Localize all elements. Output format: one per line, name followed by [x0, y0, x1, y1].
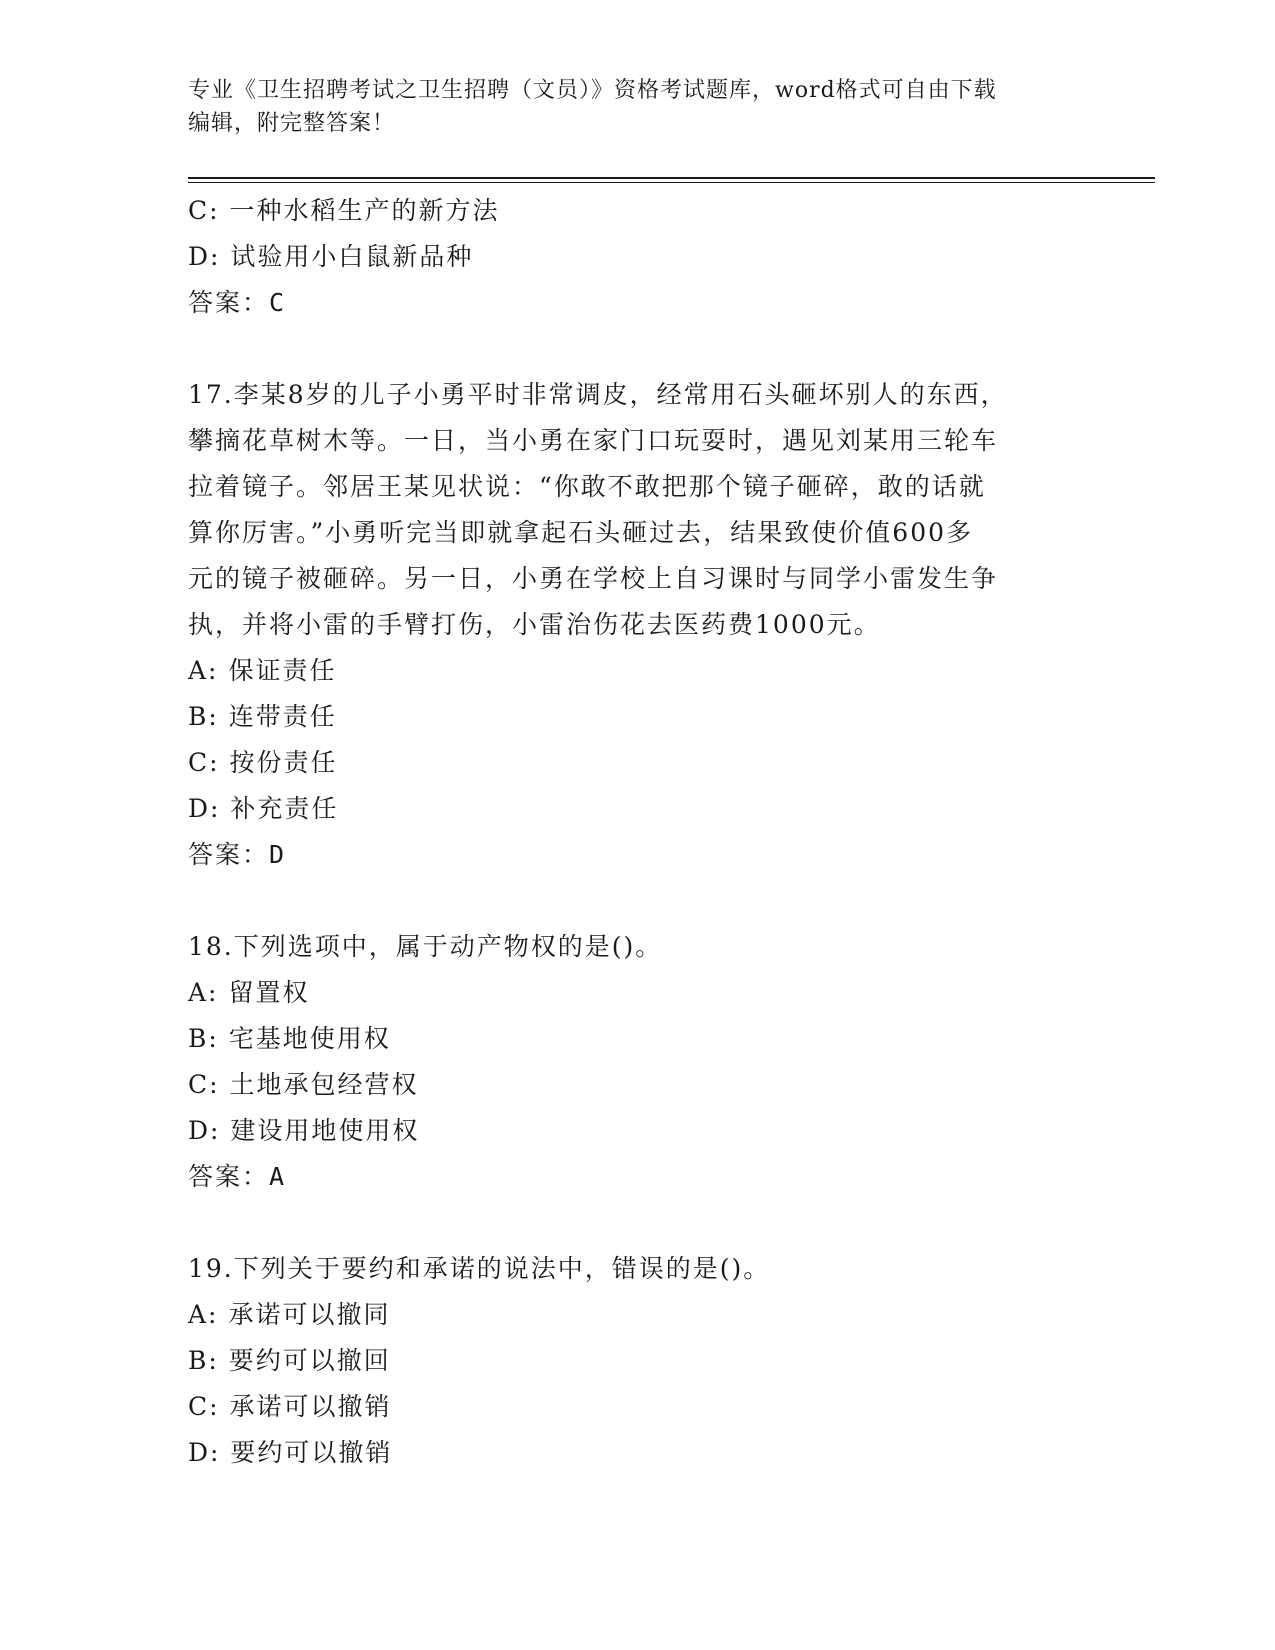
option-key: A:	[188, 656, 219, 685]
stem-line: 元的镜子被砸碎。另一日，小勇在学校上自习课时与同学小雷发生争	[188, 564, 999, 593]
stem-line: 执，并将小雷的手臂打伤，小雷治伤花去医药费1000元。	[188, 610, 881, 639]
stem-line: 拉着镜子。邻居王某见状说：“你敢不敢把那个镜子砸碎，敢的话就	[188, 472, 986, 501]
option-key: D:	[188, 794, 221, 823]
option-key: D:	[188, 242, 221, 271]
header-line-2: 编辑，附完整答案！	[188, 111, 396, 136]
option-text: 一种水稻生产的新方法	[229, 196, 500, 225]
option-text: 土地承包经营权	[229, 1070, 419, 1099]
option-key: C:	[188, 196, 220, 225]
option-d	[188, 1108, 1068, 1154]
option-key: D:	[188, 1438, 221, 1467]
question-18	[188, 924, 1068, 1200]
answer-label: 答案：	[188, 1162, 270, 1191]
page-header	[188, 74, 1088, 140]
stem-line: 17.李某8岁的儿子小勇平时非常调皮，经常用石头砸坏别人的东西，	[188, 380, 1008, 409]
option-c	[188, 1384, 1068, 1430]
option-key: A:	[188, 978, 219, 1007]
option-key: D:	[188, 1116, 221, 1145]
spacer	[188, 326, 1068, 372]
stem-line: 攀摘花草树木等。一日，当小勇在家门口玩耍时，遇见刘某用三轮车	[188, 426, 999, 455]
answer-label: 答案：	[188, 288, 270, 317]
option-text: 连带责任	[228, 702, 337, 731]
option-a	[188, 1292, 1068, 1338]
stem-line: 算你厉害。”小勇听完当即就拿起石头砸过去，结果致使价值600多	[188, 518, 974, 547]
answer-value: C	[269, 288, 287, 317]
spacer	[188, 1200, 1068, 1246]
answer-line	[188, 832, 1068, 878]
option-text: 试验用小白鼠新品种	[230, 242, 474, 271]
question-17	[188, 372, 1068, 878]
option-text: 建设用地使用权	[230, 1116, 420, 1145]
header-divider-thick	[188, 177, 1155, 179]
option-c	[188, 740, 1068, 786]
option-text: 宅基地使用权	[228, 1024, 391, 1053]
option-d	[188, 786, 1068, 832]
option-key: C:	[188, 1070, 220, 1099]
header-line-1: 专业《卫生招聘考试之卫生招聘（文员）》资格考试题库，word格式可自由下载	[188, 78, 997, 103]
option-key: B:	[188, 1024, 219, 1053]
option-key: C:	[188, 1392, 220, 1421]
spacer	[188, 878, 1068, 924]
option-key: B:	[188, 1346, 219, 1375]
option-key: C:	[188, 748, 220, 777]
option-b	[188, 1338, 1068, 1384]
option-d	[188, 1430, 1068, 1476]
option-a	[188, 970, 1068, 1016]
option-c	[188, 1062, 1068, 1108]
question-stem: 18.下列选项中，属于动产物权的是()。	[188, 932, 663, 961]
answer-value: D	[269, 840, 287, 869]
answer-line	[188, 1154, 1068, 1200]
question-19	[188, 1246, 1068, 1476]
answer-line	[188, 280, 1068, 326]
option-text: 要约可以撤销	[230, 1438, 393, 1467]
header-divider-thin	[188, 182, 1155, 183]
option-d	[188, 234, 1068, 280]
option-b	[188, 694, 1068, 740]
question-content	[188, 188, 1068, 1476]
option-text: 要约可以撤回	[228, 1346, 391, 1375]
answer-label: 答案：	[188, 840, 270, 869]
option-text: 承诺可以撤同	[228, 1300, 391, 1329]
question-stem: 19.下列关于要约和承诺的说法中，错误的是()。	[188, 1254, 771, 1283]
option-key: B:	[188, 702, 219, 731]
option-text: 按份责任	[229, 748, 338, 777]
answer-value: A	[269, 1162, 287, 1191]
option-text: 承诺可以撤销	[229, 1392, 392, 1421]
option-key: A:	[188, 1300, 219, 1329]
option-a	[188, 648, 1068, 694]
question-stem	[188, 372, 1068, 648]
option-text: 保证责任	[228, 656, 337, 685]
option-b	[188, 1016, 1068, 1062]
option-text: 补充责任	[230, 794, 339, 823]
option-c	[188, 188, 1068, 234]
question-16	[188, 188, 1068, 326]
option-text: 留置权	[228, 978, 310, 1007]
